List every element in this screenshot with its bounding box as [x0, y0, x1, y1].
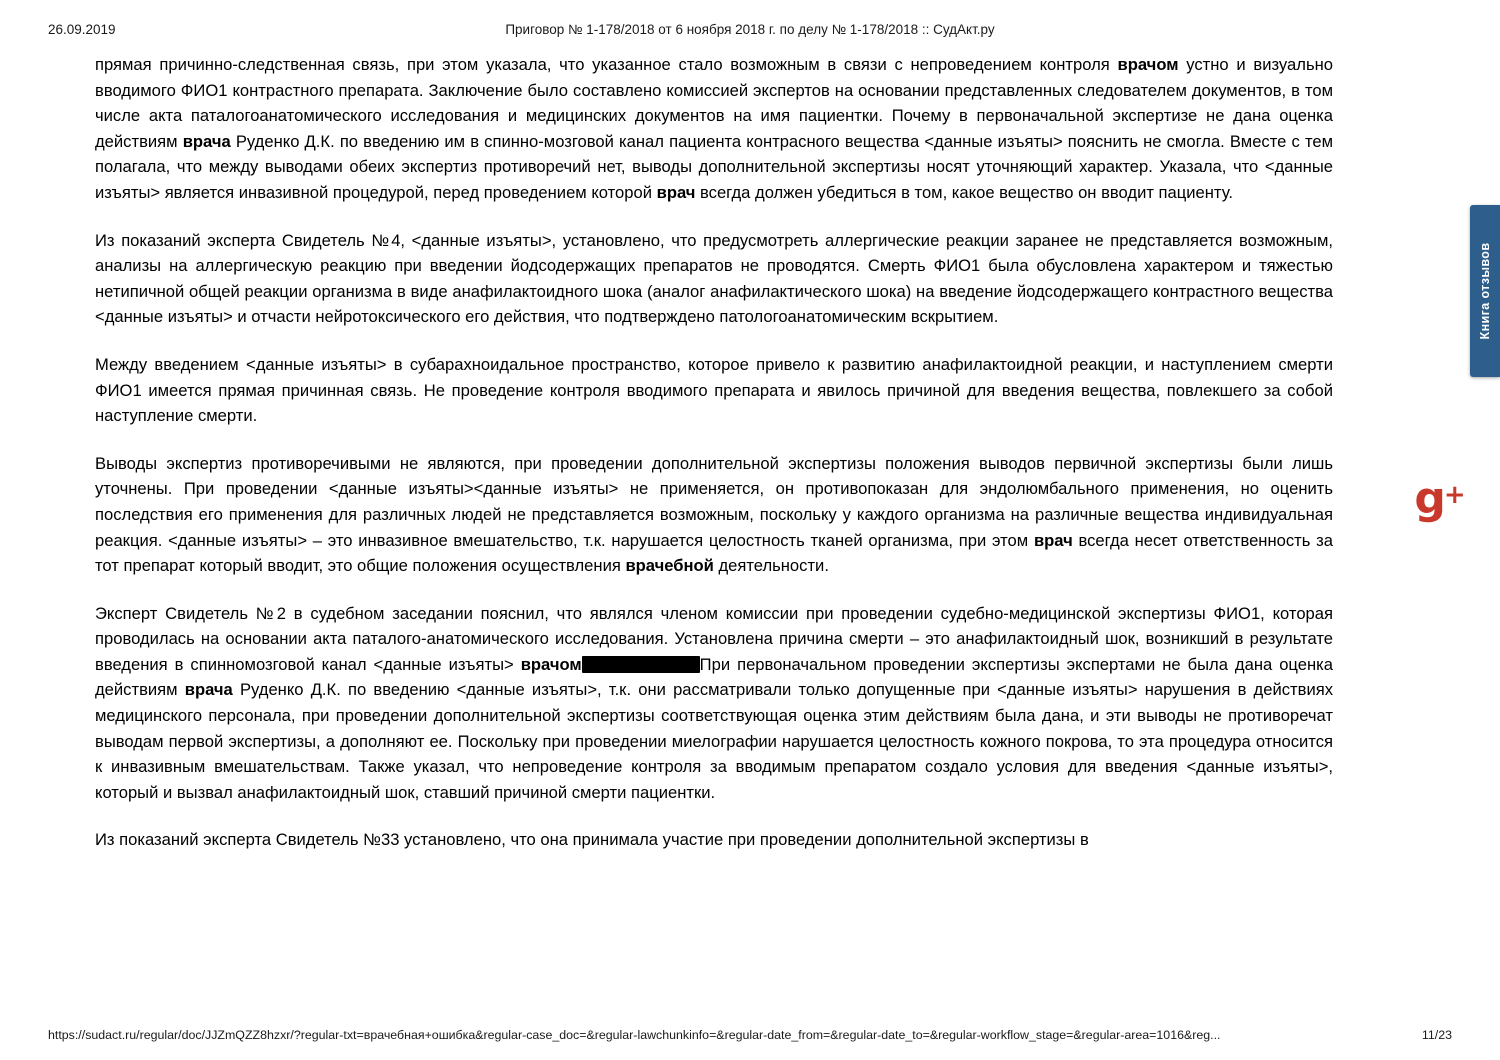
paragraph-text: Руденко Д.К. по введению <данные изъяты>, т.к. они рассматривали только допущенные при <данные изъяты> нарушения в действиях медицинского персонала, при проведении дополнительной экспертизы соответствующая оценка этим действиям была дана, и эти выводы не противоречат выводам первой экспертизы, а дополняют ее. Поскольку при проведении миелографии нарушается целостность кожного покрова, то эта процедура относится к инвазивным вмешательствам. Также указал, что непроведение контроля за вводимым препаратом создало условия для введения <данные изъяты>, который и вызвал анафилактоидный шок, ставший причиной смерти пациентки.: [95, 680, 1334, 802]
paragraph-text: Между введением <данные изъяты> в субарахноидальное пространство, которое привело к развитию анафилактоидной реакции, и наступлением смерти ФИО1 имеется прямая причинная связь. Не проведение контроля вводимого препарата и явилось причиной для введения вещества, повлекшего за собой наступление смерти.: [95, 354, 1333, 426]
document-paragraph: [95, 52, 1333, 206]
emphasized-text: врача: [182, 131, 231, 151]
header-date: 26.09.2019: [48, 22, 116, 37]
document-paragraph: [95, 827, 1333, 853]
google-plus-letter: g: [1414, 473, 1446, 524]
page-footer: [0, 1028, 1500, 1044]
paragraph-text: прямая причинно-следственная связь, при этом указала, что указанное стало возможным в связи с непроведением контроля: [95, 55, 1118, 74]
paragraph-text: Руденко Д.К. по введению им в спинно-мозговой канал пациента контрасного вещества <данные изъяты> пояснить не смогла. Вместе с тем полагала, что между выводами обеих экспертиз противоречий нет, выводы дополнительной экспертизы носят уточняющий характер. Указала, что <данные изъяты> является инвазивной процедурой, перед проведением которой: [95, 131, 1333, 202]
paragraph-text: всегда должен убедиться в том, какое вещество он вводит пациенту.: [695, 182, 1233, 202]
feedback-book-tab-label: Книга отзывов: [1478, 242, 1492, 340]
document-paragraph: [95, 451, 1333, 579]
paragraph-text: устно и визуально вводимого ФИО1 контрастного препарата. Заключение было составлено комиссией экспертов на основании представленных следователем документов, в том числе акта паталогоанатомического исследования и медицинских документов на имя пациентки. Почему в первоначальной экспертизе не дана оценка действиям: [95, 55, 1333, 151]
document-paragraph: [95, 352, 1333, 429]
document-paragraph: [95, 228, 1333, 330]
paragraph-text: всегда несет ответственность за тот препарат который вводит, это общие положения осуществления: [95, 530, 1333, 576]
paragraph-text: Из показаний эксперта Свидетель №33 установлено, что она принимала участие при проведении дополнительной экспертизы в: [95, 830, 1089, 850]
emphasized-text: врача: [184, 680, 233, 700]
redaction-block: [582, 656, 700, 673]
feedback-book-tab[interactable]: [1470, 205, 1500, 377]
emphasized-text: врачебной: [625, 556, 714, 576]
emphasized-text: врачом: [520, 654, 582, 674]
google-plus-icon[interactable]: [1412, 473, 1468, 524]
footer-page-number: 11/23: [1421, 1028, 1452, 1042]
paragraph-text: деятельности.: [713, 556, 829, 576]
paragraph-text: При первоначальном проведении экспертизы экспертами не была дана оценка действиям: [95, 654, 1333, 700]
footer-url: https://sudact.ru/regular/doc/JJZmQZZ8hzxr/?regular-txt=врачебная+ошибка&regular-case_doc=&regular-lawchunkinfo=&regular-date_from=&regular-date_to=&regular-workflow_stage=&regular-area=1016&reg...: [48, 1028, 1221, 1042]
page-header: [0, 22, 1500, 38]
emphasized-text: врач: [656, 182, 696, 202]
google-plus-sign: +: [1443, 480, 1466, 510]
header-title: Приговор № 1-178/2018 от 6 ноября 2018 г. по делу № 1-178/2018 :: СудАкт.ру: [505, 22, 995, 37]
paragraph-text: Из показаний эксперта Свидетель №4, <данные изъяты>, установлено, что предусмотреть аллергические реакции заранее не представляется возможным, анализы на аллергическую реакцию при введении йодсодержащих препаратов не проводятся. Смерть ФИО1 была обусловлена характером и тяжестью нетипичной общей реакции организма в виде анафилактоидного шока (аналог анафилактического шока) на введение йодсодержащего контрастного вещества <данные изъяты> и отчасти нейротоксического его действия, что подтверждено патологоанатомическим вскрытием.: [95, 230, 1333, 327]
emphasized-text: врач: [1033, 530, 1073, 550]
paragraph-text: Эксперт Свидетель №2 в судебном заседании пояснил, что являлся членом комиссии при проведении судебно-медицинской экспертизы ФИО1, которая проводилась на основании акта паталого-анатомического исследования. Установлена причина смерти – это анафилактоидный шок, возникший в результате введения в спинномозговой канал <данные изъяты>: [95, 603, 1333, 674]
document-paragraph: [95, 601, 1333, 806]
document-body: [95, 52, 1333, 853]
paragraph-text: Выводы экспертиз противоречивыми не являются, при проведении дополнительной экспертизы положения выводов первичной экспертизы были лишь уточнены. При проведении <данные изъяты><данные изъяты> не применяется, он противопоказан для эндолюмбального применения, но оценить последствия его применения для различных людей не представляется возможным, поскольку у каждого организма на различные вещества индивидуальная реакция. <данные изъяты> – это инвазивное вмешательство, т.к. нарушается целостность тканей организма, при этом: [95, 453, 1333, 550]
emphasized-text: врачом: [1117, 55, 1179, 74]
